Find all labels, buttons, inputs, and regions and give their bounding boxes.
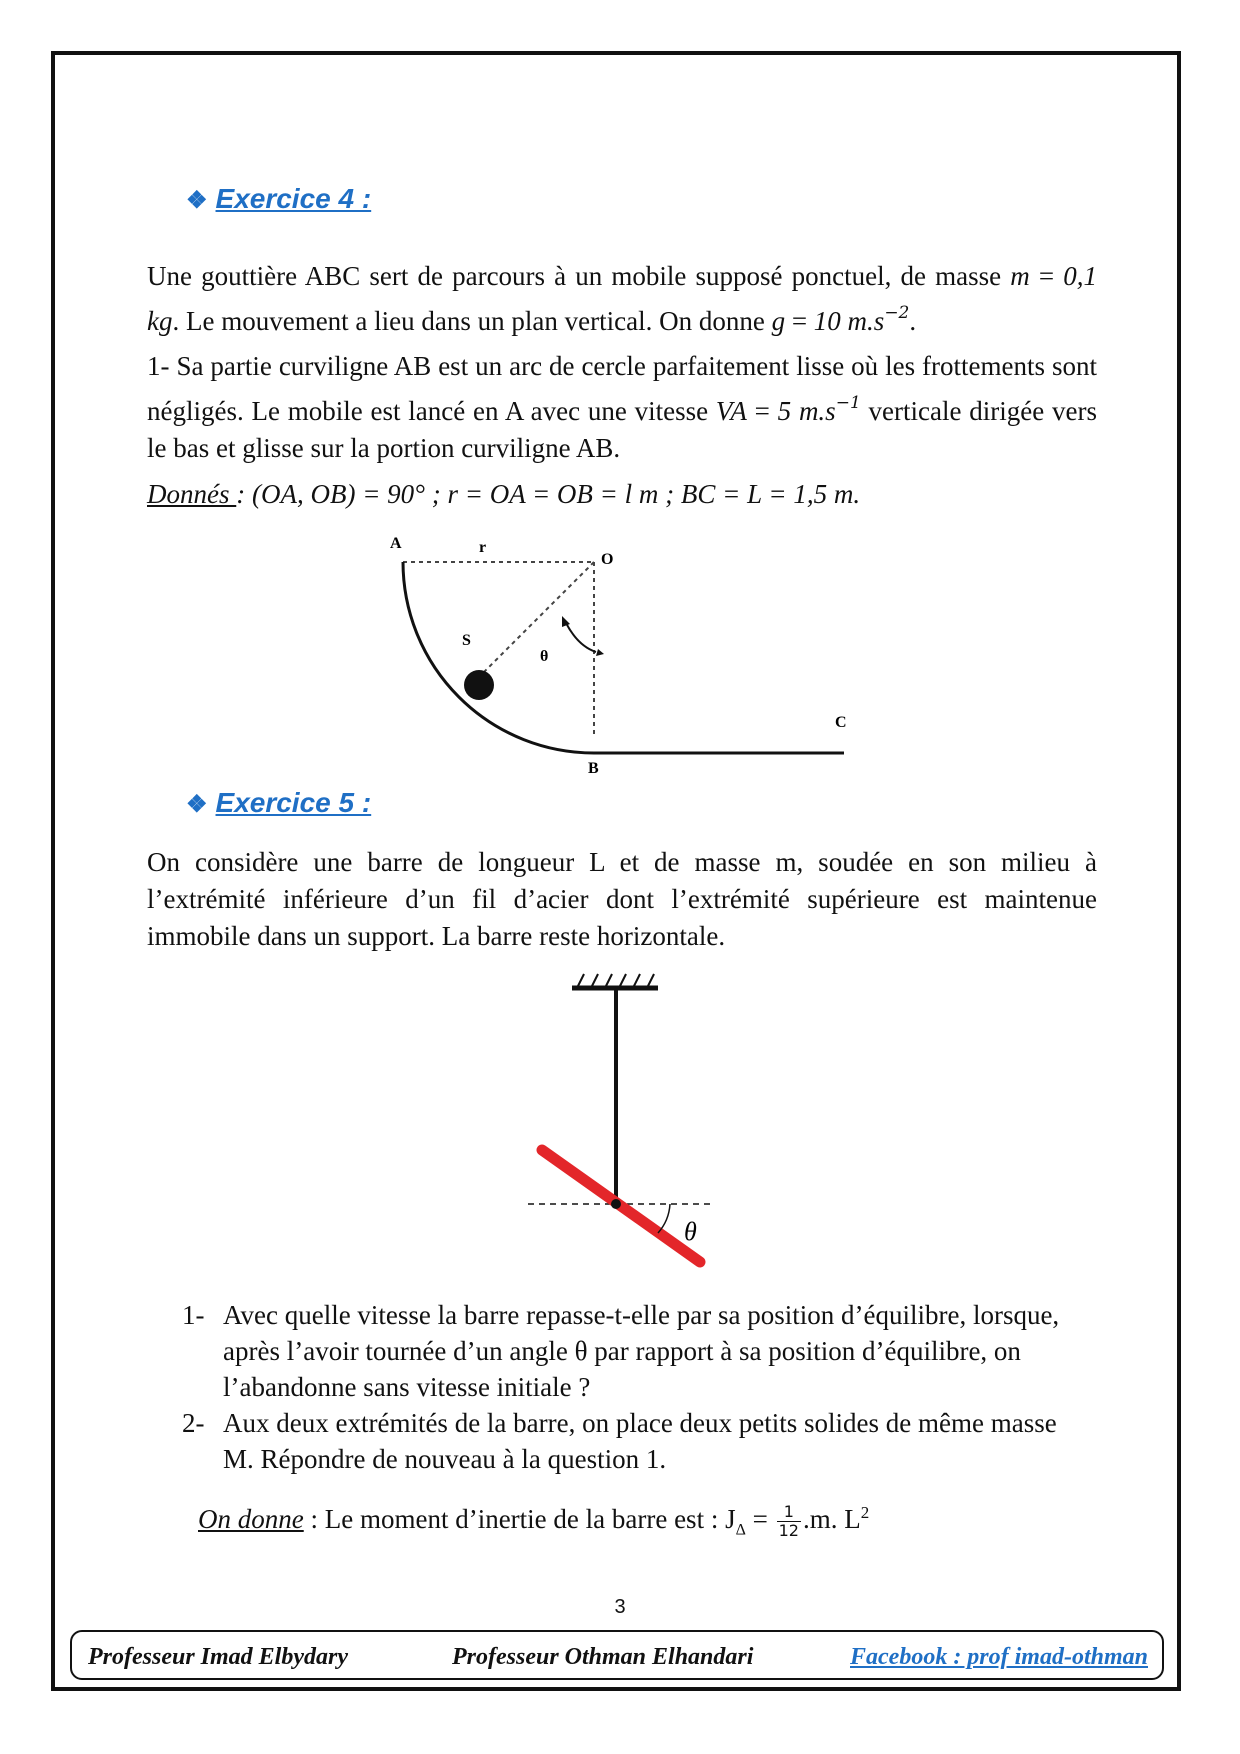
support-hatching [578, 974, 654, 986]
label-b: B [588, 760, 599, 777]
inertia-given [198, 1493, 869, 1550]
list-item [182, 1405, 1082, 1477]
bar-center-point [611, 1199, 621, 1209]
list-item [182, 1297, 1082, 1405]
question-number: 1- [182, 1300, 205, 1330]
text-segment: : Le moment d’inertie de la barre est : J [303, 1504, 736, 1534]
label-o: O [601, 551, 614, 568]
fraction-denominator: 12 [778, 1521, 799, 1541]
facebook-link[interactable]: Facebook : prof imad-othman [850, 1644, 1148, 1670]
text-segment: = [745, 1504, 775, 1534]
exercise-4-figure [380, 528, 870, 777]
va-value: 5 m.s [777, 396, 836, 426]
ondonne-label: On donne [198, 1504, 304, 1534]
footer-prof-2: Professeur Othman Elhandari [452, 1644, 754, 1670]
given-label: Donnés [147, 479, 237, 509]
mobile-s [464, 670, 494, 700]
label-s: S [462, 632, 471, 649]
footer [70, 1630, 1164, 1680]
exercise-4-label: Exercice 4 : [215, 183, 372, 214]
diamond-bullet-icon: ❖ [186, 791, 208, 818]
va-symbol: VA [715, 396, 747, 426]
theta-arc [566, 623, 596, 652]
exercise-5-questions [182, 1297, 1082, 1477]
exercise-4-question-1 [147, 348, 1097, 467]
exercise-5-figure [520, 960, 740, 1280]
exercise-5-intro: On considère une barre de longueur L et de masse m, soudée en son milieu à l’extrémité inférieure d’un fil d’acier dont l’extrémité supérieure est maintenue immobile dans un support. La barre reste horizontale. [147, 847, 1097, 951]
text-segment: = [785, 306, 814, 336]
label-r: r [479, 539, 487, 556]
exercise-5-title [186, 787, 371, 819]
mass-symbol: m [1010, 261, 1030, 291]
mass-value: 0,1 kg [147, 261, 1097, 336]
text-segment: Une gouttière ABC sert de parcours à un mobile supposé ponctuel, de masse [147, 261, 1011, 291]
label-c: C [835, 714, 847, 731]
question-text: Avec quelle vitesse la barre repasse-t-elle par sa position d’équilibre, lorsque, après l’avoir tournée d’un angle θ par rapport à sa position d’équilibre, on l’abandonne sans vitesse initiale ? [223, 1300, 1060, 1402]
text-segment: = [746, 396, 778, 426]
exercise-4-statement [147, 258, 1097, 340]
question-text: Aux deux extrémités de la barre, on place deux petits solides de même masse M. Répondre de nouveau à la question 1. [223, 1408, 1057, 1474]
text-segment: . [909, 306, 917, 336]
label-a: A [390, 535, 402, 552]
length-exponent: 2 [860, 1503, 870, 1522]
text-segment: .m. L [802, 1504, 861, 1534]
g-value: 10 m.s [813, 306, 885, 336]
exercise-4-title [186, 183, 371, 215]
g-exponent: −2 [884, 303, 910, 323]
text-segment: verticale dirigée vers le bas et glisse sur la portion curviligne AB. [147, 396, 1097, 463]
question-number: 2- [182, 1408, 205, 1438]
page-number: 3 [614, 1596, 626, 1618]
dashed-line-os [472, 562, 594, 684]
theta-arrowhead-icon [596, 649, 604, 656]
given-values: : (OA, OB) = 90° ; r = OA = OB = l m ; BC = L = 1,5 m. [236, 479, 861, 509]
g-symbol: g [771, 306, 786, 336]
exercise-4-given [147, 476, 1097, 513]
delta-subscript: Δ [735, 1521, 746, 1539]
fraction [777, 1503, 801, 1540]
text-segment: 1- Sa partie curviligne AB est un arc de cercle parfaitement lisse où les frottements sont négligés. Le mobile est lancé en A avec une vitesse [147, 351, 1097, 426]
theta-arrowhead-icon [562, 616, 570, 627]
footer-prof-1: Professeur Imad Elbydary [88, 1644, 348, 1670]
va-exponent: −1 [835, 393, 861, 413]
label-theta: θ [684, 1217, 697, 1246]
diamond-bullet-icon: ❖ [186, 187, 208, 214]
text-segment: . Le mouvement a lieu dans un plan vertical. On donne [172, 306, 772, 336]
bar [542, 1150, 700, 1262]
exercise-5-label: Exercice 5 : [215, 787, 372, 818]
text-segment: = [1029, 261, 1064, 291]
fraction-numerator: 1 [777, 1503, 801, 1522]
label-theta: θ [540, 648, 549, 665]
